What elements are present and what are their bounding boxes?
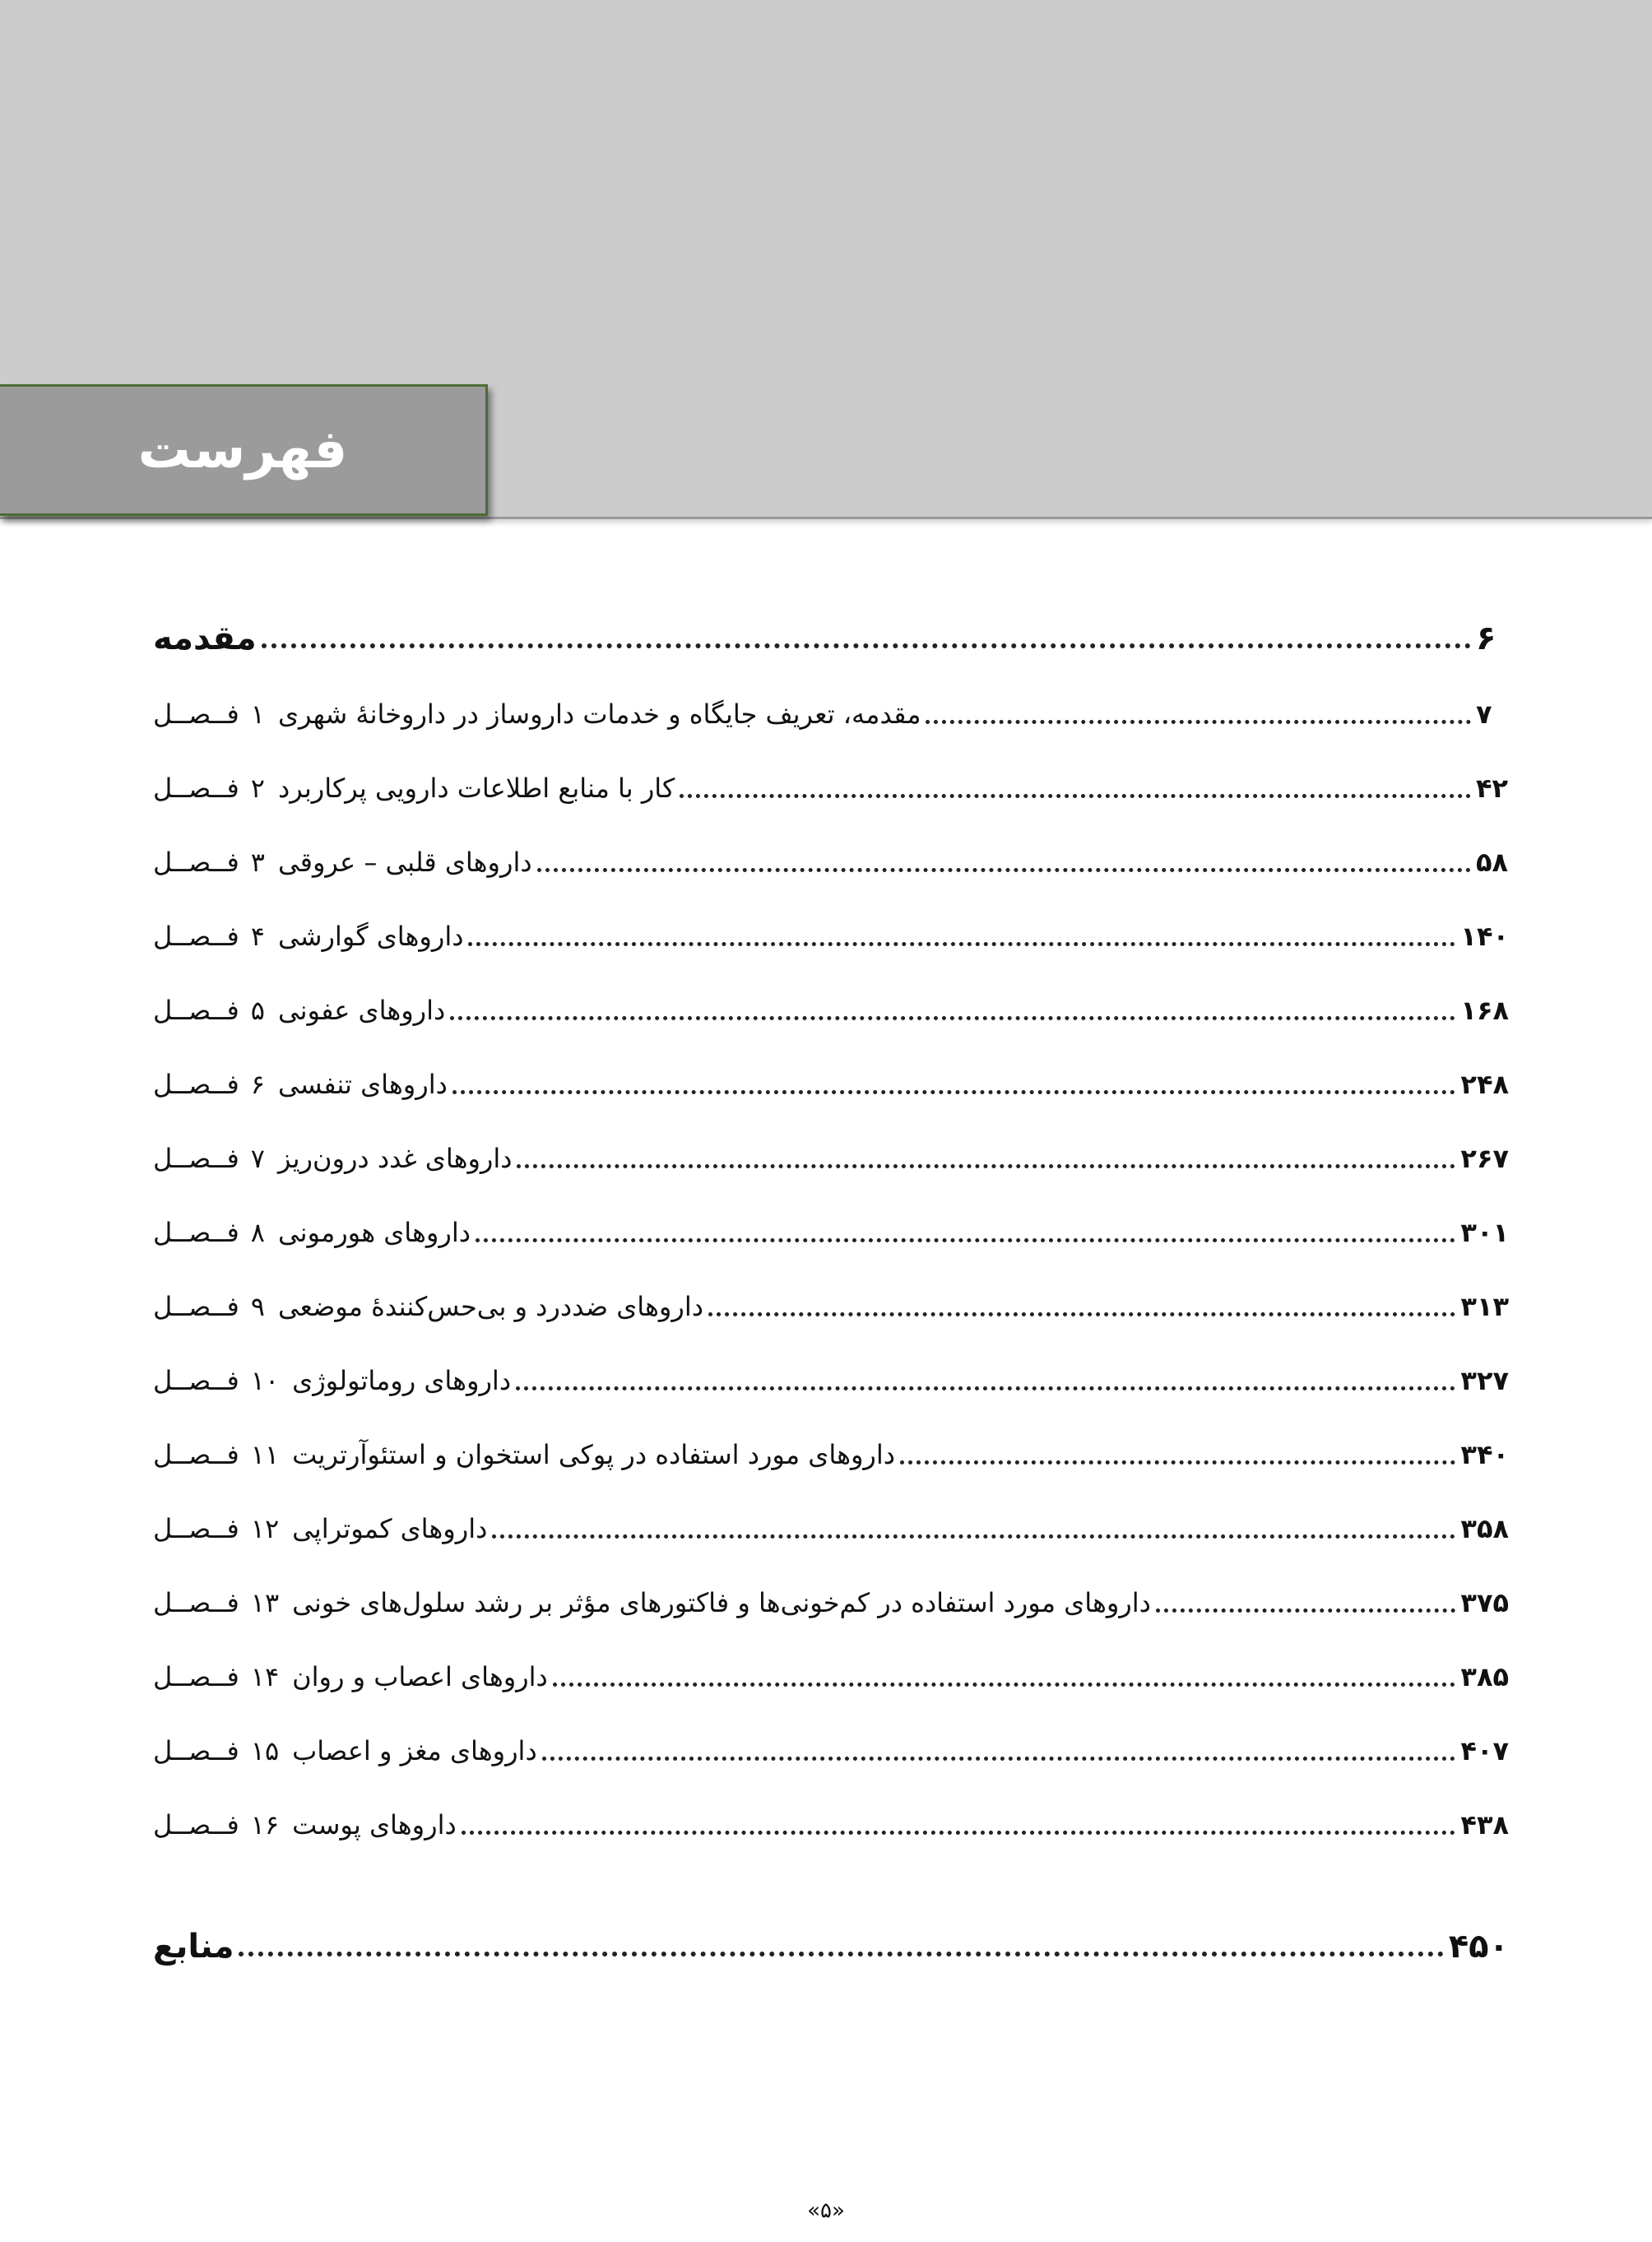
chapter-number: ۷ <box>250 1143 265 1174</box>
chapter-label: داروهای مغز و اعصاب <box>292 1735 537 1766</box>
dot-leader <box>542 1757 1456 1761</box>
dot-leader <box>450 1016 1455 1020</box>
chapter-prefix: فــصــل <box>153 1069 239 1100</box>
chapter-label: داروهای مورد استفاده در کم‌خونی‌ها و فاکتورهای مؤثر بر رشد سلول‌های خونی <box>292 1587 1151 1618</box>
toc-page-number: ۴۳۸ <box>1460 1809 1509 1840</box>
chapter-number: ۹ <box>250 1291 265 1322</box>
toc-entry-title <box>146 1287 703 1326</box>
chapter-number: ۸ <box>250 1217 265 1248</box>
dot-leader <box>900 1460 1455 1464</box>
toc-page-number: ۷ <box>1476 699 1492 730</box>
chapter-prefix: فــصــل <box>153 1365 239 1396</box>
chapter-number: ۳ <box>250 847 265 878</box>
chapter-prefix: فــصــل <box>153 1809 239 1840</box>
toc-entry-chapter-9[interactable] <box>146 1277 1509 1326</box>
toc-entry-chapter-13[interactable] <box>146 1573 1509 1622</box>
chapter-number: ۱۰ <box>250 1365 280 1396</box>
dot-leader <box>452 1090 1456 1094</box>
dot-leader <box>239 1952 1443 1957</box>
chapter-prefix: فــصــل <box>153 921 239 952</box>
toc-entry-chapter-7[interactable] <box>146 1129 1509 1178</box>
toc-page-number: ۳۴۰ <box>1460 1439 1509 1470</box>
chapter-prefix: فــصــل <box>153 1513 239 1544</box>
toc-entry-title <box>146 991 445 1030</box>
toc-entry-intro[interactable] <box>146 609 1509 658</box>
chapter-number: ۲ <box>250 773 265 804</box>
dot-leader <box>708 1312 1455 1316</box>
toc-page-number: ۳۸۵ <box>1460 1661 1509 1692</box>
toc-entry-title <box>146 1213 471 1252</box>
chapter-prefix: فــصــل <box>153 1587 239 1618</box>
toc-entry-chapter-10[interactable] <box>146 1351 1509 1400</box>
toc-page-number: ۳۲۷ <box>1460 1365 1509 1396</box>
toc-page-number: ۱۴۰ <box>1460 921 1509 952</box>
chapter-number: ۵ <box>250 995 265 1026</box>
dot-leader <box>492 1534 1455 1539</box>
toc-page-number: ۱۶۸ <box>1460 995 1509 1026</box>
dot-leader <box>476 1238 1455 1242</box>
chapter-prefix: فــصــل <box>153 1735 239 1766</box>
toc-page-number: ۲۴۸ <box>1460 1069 1509 1100</box>
dot-leader <box>516 1386 1455 1390</box>
toc-entry-chapter-3[interactable] <box>146 833 1509 882</box>
toc-page-number: ۳۵۸ <box>1460 1513 1509 1544</box>
chapter-label: داروهای گوارشی <box>277 921 464 952</box>
page-number: «۵» <box>807 2198 845 2223</box>
toc-page-number: ۳۱۳ <box>1460 1291 1509 1322</box>
toc-entry-title <box>146 917 463 956</box>
chapter-prefix: فــصــل <box>153 773 239 804</box>
toc-entry-chapter-1[interactable] <box>146 685 1509 734</box>
chapter-number: ۴ <box>250 921 265 952</box>
chapter-number: ۱۱ <box>250 1439 280 1470</box>
chapter-number: ۱۲ <box>250 1513 280 1544</box>
toc-page-number: ۵۸ <box>1476 847 1509 878</box>
chapter-prefix: فــصــل <box>153 847 239 878</box>
toc-entry-chapter-6[interactable] <box>146 1055 1509 1104</box>
dot-leader <box>926 720 1471 724</box>
dot-leader <box>680 794 1471 798</box>
dot-leader <box>537 868 1471 872</box>
toc-entry-title <box>146 842 532 882</box>
toc-entry-title <box>146 1139 512 1178</box>
chapter-number: ۶ <box>250 1069 265 1100</box>
toc-entry-title <box>146 1361 511 1400</box>
toc-entry-label: مقدمه <box>153 620 257 657</box>
toc-entry-chapter-8[interactable] <box>146 1203 1509 1252</box>
toc-page-number: ۴۲ <box>1476 773 1509 804</box>
chapter-label: داروهای کموتراپی <box>292 1513 488 1544</box>
chapter-number: ۱۳ <box>250 1587 280 1618</box>
chapter-number: ۱۵ <box>250 1735 280 1766</box>
toc-page-number: ۲۶۷ <box>1460 1143 1509 1174</box>
dot-leader <box>462 1831 1456 1835</box>
chapter-label: کار با منابع اطلاعات دارویی پرکاربرد <box>277 773 675 804</box>
toc-entry-title <box>146 1731 537 1771</box>
toc-entry-title <box>146 768 675 808</box>
toc-entry-title <box>146 1583 1151 1622</box>
dot-leader <box>553 1683 1456 1687</box>
toc-entry-title <box>146 1435 895 1474</box>
toc-entry-chapter-14[interactable] <box>146 1647 1509 1697</box>
toc-page-number: ۶ <box>1476 620 1497 657</box>
dot-leader <box>1156 1608 1456 1613</box>
chapter-number: ۱۴ <box>250 1661 280 1692</box>
toc-entry-chapter-12[interactable] <box>146 1499 1509 1548</box>
toc-page-number: ۴۵۰ <box>1448 1928 1509 1966</box>
chapter-label: داروهای ضددرد و بی‌حس‌کنندهٔ موضعی <box>277 1291 703 1322</box>
dot-leader <box>468 942 1455 946</box>
toc-entry-chapter-16[interactable] <box>146 1795 1509 1845</box>
chapter-label: داروهای غدد درون‌ریز <box>277 1143 513 1174</box>
chapter-label: داروهای هورمونی <box>277 1217 471 1248</box>
chapter-label: داروهای اعصاب و روان <box>292 1661 548 1692</box>
chapter-prefix: فــصــل <box>153 1291 239 1322</box>
chapter-label: داروهای مورد استفاده در پوکی استخوان و استئوآرتریت <box>292 1439 895 1470</box>
chapter-prefix: فــصــل <box>153 995 239 1026</box>
toc-entry-chapter-11[interactable] <box>146 1425 1509 1474</box>
dot-leader <box>262 643 1471 648</box>
chapter-number: ۱۶ <box>250 1809 280 1840</box>
chapter-number: ۱ <box>250 699 265 730</box>
toc-entry-chapter-15[interactable] <box>146 1721 1509 1771</box>
toc-entry-label: منابع <box>153 1928 234 1966</box>
page-title: فهرست <box>137 420 348 480</box>
toc-page-number: ۳۰۱ <box>1460 1217 1509 1248</box>
toc-entry-title <box>146 694 921 734</box>
chapter-prefix: فــصــل <box>153 1217 239 1248</box>
toc-entry-chapter-5[interactable] <box>146 981 1509 1030</box>
chapter-label: داروهای پوست <box>292 1809 457 1840</box>
chapter-label: داروهای روماتولوژی <box>292 1365 512 1396</box>
chapter-prefix: فــصــل <box>153 1143 239 1174</box>
chapter-prefix: فــصــل <box>153 1661 239 1692</box>
dot-leader <box>517 1164 1455 1168</box>
toc-entry-title <box>146 1509 487 1548</box>
toc-page-number: ۳۷۵ <box>1460 1587 1509 1618</box>
toc-page-number: ۴۰۷ <box>1460 1735 1509 1766</box>
title-box <box>0 384 488 516</box>
chapter-label: مقدمه، تعریف جایگاه و خدمات داروساز در داروخانهٔ شهری <box>277 699 921 730</box>
chapter-label: داروهای قلبی – عروقی <box>277 847 532 878</box>
toc-entry-title <box>146 1657 548 1697</box>
chapter-label: داروهای تنفسی <box>277 1069 448 1100</box>
toc-entry-chapter-4[interactable] <box>146 907 1509 956</box>
toc-entry-chapter-2[interactable] <box>146 759 1509 808</box>
chapter-label: داروهای عفونی <box>277 995 446 1026</box>
toc-entry-title <box>146 1065 448 1104</box>
chapter-prefix: فــصــل <box>153 699 239 730</box>
toc-entry-title <box>146 1805 457 1845</box>
toc-entry-references[interactable] <box>146 1917 1509 1966</box>
chapter-prefix: فــصــل <box>153 1439 239 1470</box>
